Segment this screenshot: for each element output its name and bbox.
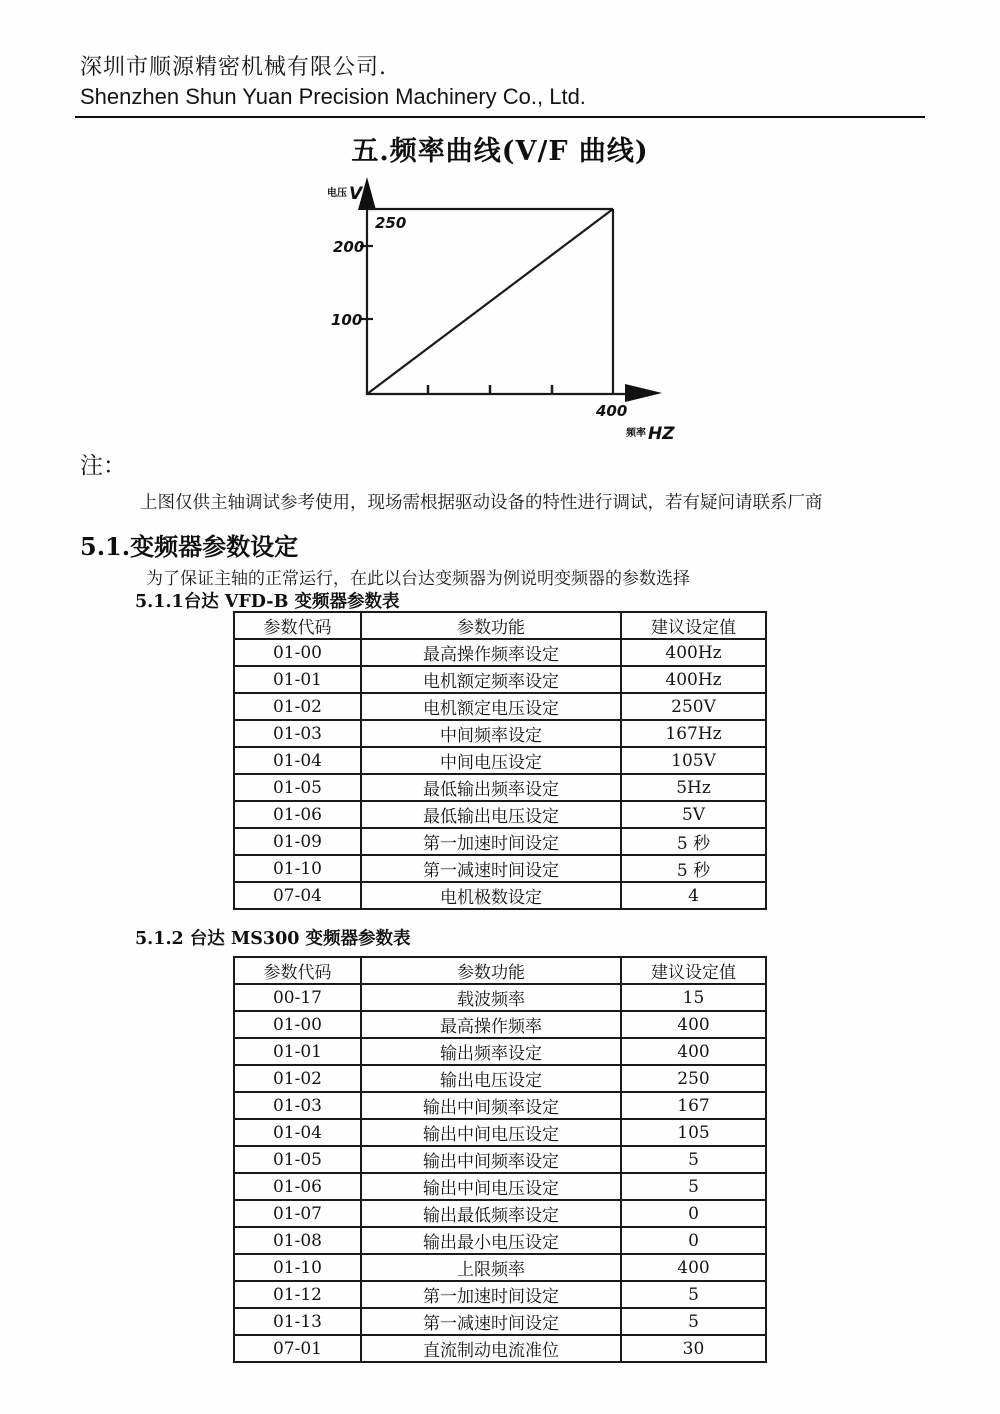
param-code: 01-00 [234, 1011, 361, 1038]
table-row [234, 1308, 766, 1335]
param-value: 0 [621, 1200, 766, 1227]
param-function: 最高操作频率设定 [361, 639, 621, 666]
param-function: 输出中间电压设定 [361, 1119, 621, 1146]
note-text: 上图仅供主轴调试参考使用，现场需根据驱动设备的特性进行调试，若有疑问请联系厂商 [140, 493, 823, 513]
section-intro: 为了保证主轴的正常运行，在此以台达变频器为例说明变频器的参数选择 [146, 569, 690, 589]
param-code: 01-04 [234, 747, 361, 774]
x-axis-label-cn: 频率 [626, 428, 646, 439]
ms300-parameter-table [233, 956, 767, 1363]
param-value: 5 秒 [621, 855, 766, 882]
vfdb-parameter-table [233, 611, 767, 910]
company-name-english: Shenzhen Shun Yuan Precision Machinery Co., Ltd. [80, 84, 586, 109]
table-header-row [234, 957, 766, 984]
param-code: 07-04 [234, 882, 361, 909]
table-row [234, 1335, 766, 1362]
param-function: 输出中间频率设定 [361, 1092, 621, 1119]
param-code: 01-02 [234, 1065, 361, 1092]
param-value: 5Hz [621, 774, 766, 801]
param-function: 电机额定频率设定 [361, 666, 621, 693]
param-value: 400 [621, 1011, 766, 1038]
param-code: 01-05 [234, 774, 361, 801]
x-tick-400-label: 400 [596, 402, 628, 420]
table-row [234, 1281, 766, 1308]
note-label: 注： [80, 453, 126, 479]
table-row [234, 828, 766, 855]
param-code: 01-01 [234, 666, 361, 693]
table-row [234, 1200, 766, 1227]
param-code: 01-03 [234, 1092, 361, 1119]
param-function: 输出最小电压设定 [361, 1227, 621, 1254]
param-value: 250 [621, 1065, 766, 1092]
param-function: 第一减速时间设定 [361, 855, 621, 882]
table-row [234, 639, 766, 666]
column-header-func: 参数功能 [361, 612, 621, 639]
table-row [234, 1173, 766, 1200]
param-code: 01-08 [234, 1227, 361, 1254]
param-function: 电机极数设定 [361, 882, 621, 909]
table-header-row [234, 612, 766, 639]
param-function: 输出频率设定 [361, 1038, 621, 1065]
param-code: 01-01 [234, 1038, 361, 1065]
param-value: 15 [621, 984, 766, 1011]
table-row [234, 666, 766, 693]
param-value: 400Hz [621, 666, 766, 693]
param-value: 250V [621, 693, 766, 720]
param-code: 01-00 [234, 639, 361, 666]
table1-caption: 5.1.1台达 VFD-B 变频器参数表 [135, 592, 400, 612]
page-title: 五.频率曲线(V/F 曲线) [351, 136, 649, 167]
param-function: 电机额定电压设定 [361, 693, 621, 720]
x-axis-label-unit: HZ [648, 424, 675, 444]
param-code: 01-06 [234, 801, 361, 828]
y-tick-200-label: 200 [333, 238, 365, 256]
column-header-value: 建议设定值 [621, 612, 766, 639]
param-function: 第一减速时间设定 [361, 1308, 621, 1335]
column-header-func: 参数功能 [361, 957, 621, 984]
param-code: 01-03 [234, 720, 361, 747]
table-row [234, 984, 766, 1011]
param-code: 01-06 [234, 1173, 361, 1200]
param-code: 00-17 [234, 984, 361, 1011]
param-function: 输出电压设定 [361, 1065, 621, 1092]
param-value: 105V [621, 747, 766, 774]
column-header-value: 建议设定值 [621, 957, 766, 984]
y-max-label: 250 [375, 214, 407, 232]
param-function: 第一加速时间设定 [361, 828, 621, 855]
table-row [234, 882, 766, 909]
param-value: 5 [621, 1173, 766, 1200]
param-code: 01-10 [234, 855, 361, 882]
param-function: 上限频率 [361, 1254, 621, 1281]
column-header-code: 参数代码 [234, 957, 361, 984]
param-function: 最高操作频率 [361, 1011, 621, 1038]
y-tick-100-label: 100 [331, 311, 363, 329]
param-function: 中间频率设定 [361, 720, 621, 747]
param-value: 5 [621, 1281, 766, 1308]
table-row [234, 1038, 766, 1065]
param-value: 167 [621, 1092, 766, 1119]
table-row [234, 1011, 766, 1038]
param-function: 输出最低频率设定 [361, 1200, 621, 1227]
param-value: 400 [621, 1038, 766, 1065]
column-header-code: 参数代码 [234, 612, 361, 639]
table-row [234, 1065, 766, 1092]
y-axis-label-cn: 电压 [327, 188, 347, 199]
param-value: 105 [621, 1119, 766, 1146]
param-code: 01-09 [234, 828, 361, 855]
param-function: 中间电压设定 [361, 747, 621, 774]
param-function: 最低输出电压设定 [361, 801, 621, 828]
company-name-chinese: 深圳市顺源精密机械有限公司. [80, 55, 387, 80]
param-code: 01-07 [234, 1200, 361, 1227]
param-code: 01-12 [234, 1281, 361, 1308]
x-axis-arrow-icon [625, 384, 662, 402]
param-function: 直流制动电流准位 [361, 1335, 621, 1362]
param-code: 01-04 [234, 1119, 361, 1146]
param-code: 01-10 [234, 1254, 361, 1281]
param-value: 30 [621, 1335, 766, 1362]
table-row [234, 1146, 766, 1173]
param-code: 01-05 [234, 1146, 361, 1173]
table2-caption: 5.1.2 台达 MS300 变频器参数表 [135, 929, 411, 949]
param-value: 400Hz [621, 639, 766, 666]
table-row [234, 774, 766, 801]
param-value: 167Hz [621, 720, 766, 747]
y-axis-label-unit: V [349, 184, 363, 204]
param-value: 5 [621, 1308, 766, 1335]
table-row [234, 1119, 766, 1146]
param-value: 5 [621, 1146, 766, 1173]
table-row [234, 855, 766, 882]
param-function: 第一加速时间设定 [361, 1281, 621, 1308]
param-value: 5 秒 [621, 828, 766, 855]
vf-curve-chart [320, 173, 692, 445]
param-function: 最低输出频率设定 [361, 774, 621, 801]
param-code: 01-02 [234, 693, 361, 720]
param-value: 0 [621, 1227, 766, 1254]
param-value: 4 [621, 882, 766, 909]
param-value: 5V [621, 801, 766, 828]
param-code: 07-01 [234, 1335, 361, 1362]
table-row [234, 1092, 766, 1119]
param-function: 输出中间频率设定 [361, 1146, 621, 1173]
param-function: 输出中间电压设定 [361, 1173, 621, 1200]
table-row [234, 693, 766, 720]
param-value: 400 [621, 1254, 766, 1281]
vf-line-series [367, 209, 613, 394]
section-heading: 5.1.变频器参数设定 [80, 532, 299, 561]
table-row [234, 1254, 766, 1281]
table-row [234, 747, 766, 774]
table-row [234, 1227, 766, 1254]
table-row [234, 720, 766, 747]
param-function: 载波频率 [361, 984, 621, 1011]
param-code: 01-13 [234, 1308, 361, 1335]
header-divider [75, 116, 925, 118]
table-row [234, 801, 766, 828]
